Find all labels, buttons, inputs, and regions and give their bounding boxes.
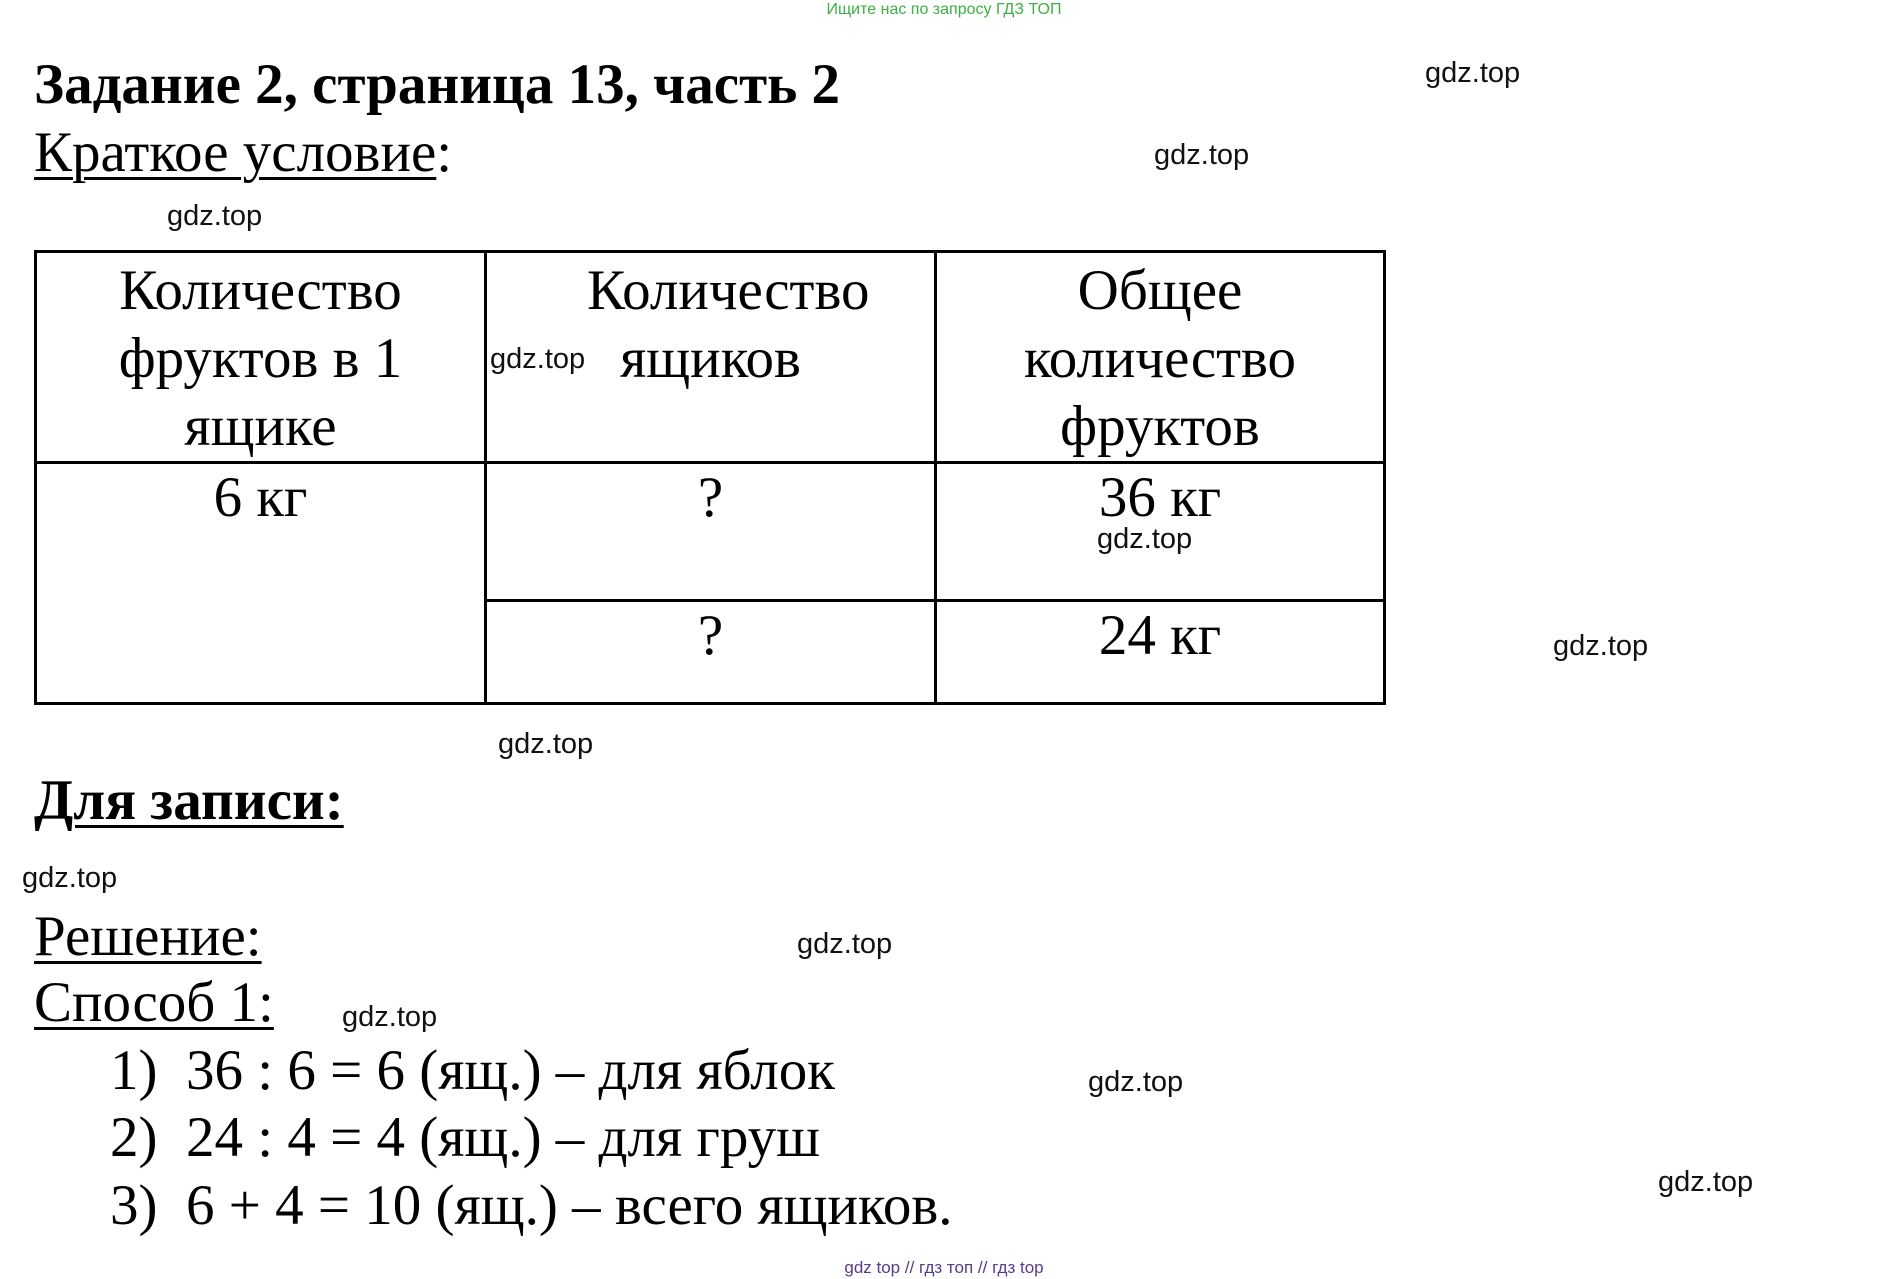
watermark: gdz.top [797, 928, 893, 960]
watermark: gdz.top [490, 343, 586, 375]
bottom-link[interactable]: гдз top [992, 1258, 1044, 1277]
watermark: gdz.top [498, 728, 594, 760]
watermark: gdz.top [342, 1001, 438, 1033]
solution-heading: Решение: [34, 905, 262, 968]
bottom-link[interactable]: gdz top [844, 1258, 901, 1277]
watermark: gdz.top [167, 200, 263, 232]
page-title: Задание 2, страница 13, часть 2 [34, 53, 840, 116]
bottom-links: gdz top // гдз топ // гдз top [844, 1258, 1044, 1277]
cell-per-box: 6 кг [36, 463, 486, 704]
solution-step: 1) 36 : 6 = 6 (ящ.) – для яблок [110, 1039, 835, 1102]
condition-table [34, 250, 1386, 705]
cell-boxes-1: ? [486, 463, 936, 601]
watermark: gdz.top [1425, 57, 1521, 89]
watermark: gdz.top [1088, 1066, 1184, 1098]
watermark: gdz.top [1097, 523, 1193, 555]
top-banner: Ищите нас по запросу ГДЗ ТОП [826, 1, 1062, 18]
condition-heading: Краткое условие: [34, 121, 453, 184]
bottom-link[interactable]: гдз топ [919, 1258, 974, 1277]
record-heading: Для записи: [34, 769, 344, 832]
header-cell-boxes: Количество ящиков [486, 252, 936, 463]
watermark: gdz.top [1658, 1166, 1754, 1198]
solution-step: 2) 24 : 4 = 4 (ящ.) – для груш [110, 1106, 820, 1169]
solution-step: 3) 6 + 4 = 10 (ящ.) – всего ящиков. [110, 1174, 953, 1237]
watermark: gdz.top [22, 862, 118, 894]
watermark: gdz.top [1154, 139, 1250, 171]
method-heading: Способ 1: [34, 971, 274, 1034]
watermark: gdz.top [1553, 630, 1649, 662]
cell-total-2: 24 кг [936, 601, 1385, 704]
cell-total-1: 36 кг [936, 463, 1385, 601]
header-cell-per-box: Количество фруктов в 1 ящике [36, 252, 486, 463]
cell-boxes-2: ? [486, 601, 936, 704]
header-cell-total: Общее количество фруктов [936, 252, 1385, 463]
